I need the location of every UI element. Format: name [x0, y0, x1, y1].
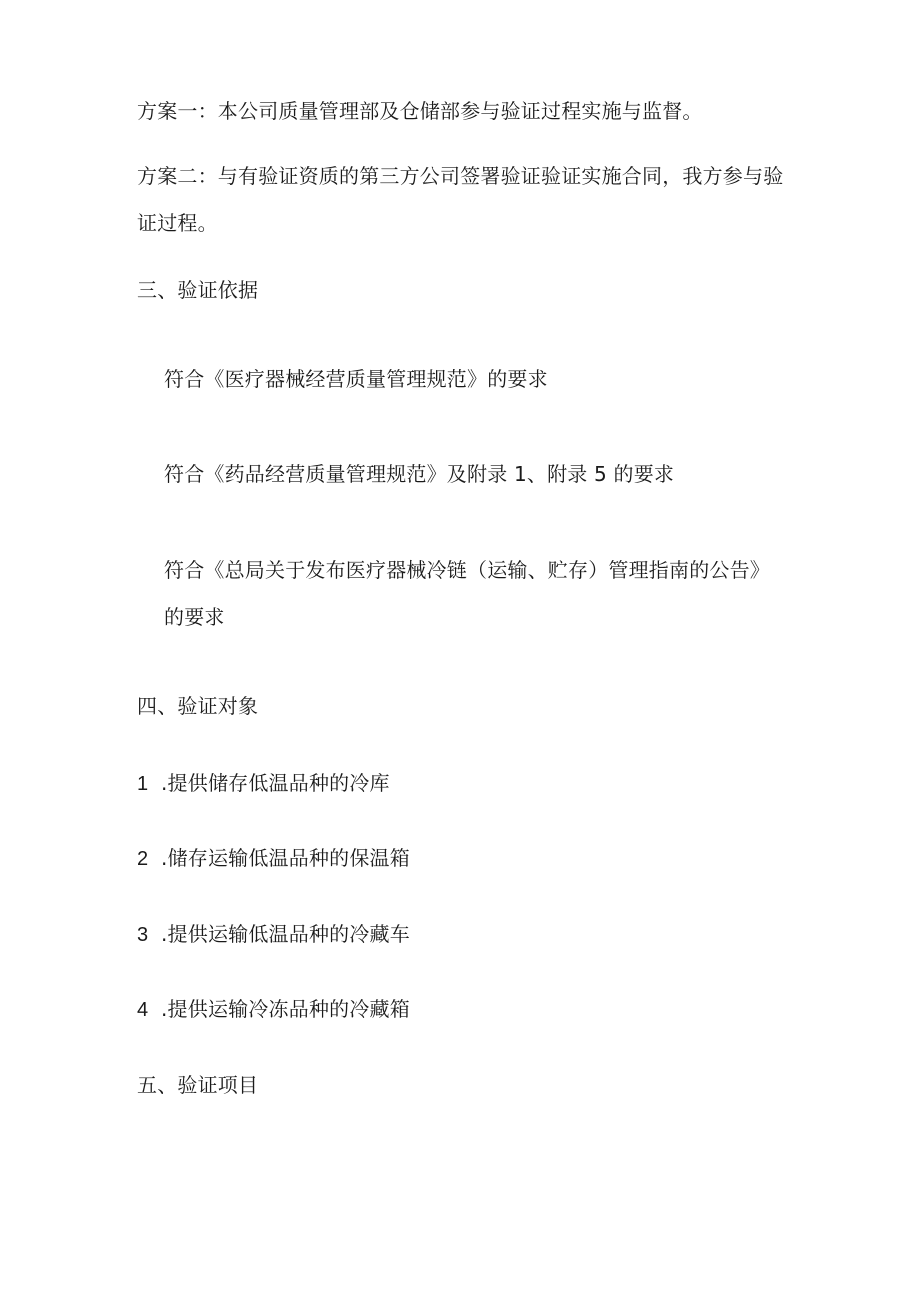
object-item-number: 4	[137, 999, 149, 1021]
object-item-number: 2	[137, 848, 149, 870]
plan-two-text-line1: 方案二：与有验证资质的第三方公司签署验证验证实施合同，我方参与验	[137, 164, 784, 188]
object-item-number: 3	[137, 924, 149, 946]
object-item-text: .提供运输冷冻品种的冷藏箱	[161, 997, 410, 1021]
object-item-3	[137, 922, 410, 947]
basis-item-3-line2: 的要求	[164, 605, 225, 629]
plan-one-text: 方案一：本公司质量管理部及仓储部参与验证过程实施与监督。	[137, 99, 703, 123]
object-item-text: .储存运输低温品种的保温箱	[161, 846, 410, 870]
section-four-heading: 四、验证对象	[137, 694, 259, 718]
object-item-text: .提供储存低温品种的冷库	[161, 771, 390, 795]
object-item-text: .提供运输低温品种的冷藏车	[161, 922, 410, 946]
section-five-heading: 五、验证项目	[137, 1073, 259, 1097]
object-item-1	[137, 771, 390, 796]
basis-item-2: 符合《药品经营质量管理规范》及附录 1、附录 5 的要求	[164, 462, 675, 486]
plan-two-text-line2: 证过程。	[137, 211, 218, 235]
basis-item-1: 符合《医疗器械经营质量管理规范》的要求	[164, 367, 548, 391]
basis-item-3-line1: 符合《总局关于发布医疗器械冷链（运输、贮存）管理指南的公告》	[164, 558, 770, 582]
object-item-2	[137, 846, 410, 871]
object-item-4	[137, 997, 410, 1022]
section-three-heading: 三、验证依据	[137, 278, 259, 302]
object-item-number: 1	[137, 773, 149, 795]
